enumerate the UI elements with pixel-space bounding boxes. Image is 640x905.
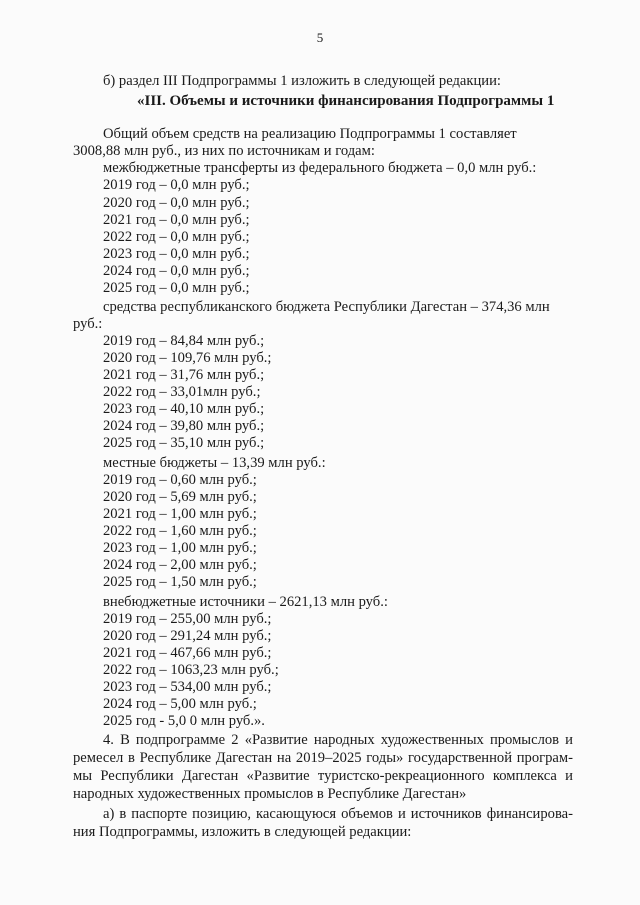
paragraph-line: Общий объем средств на реализацию Подпрограммы 1 составляет xyxy=(103,126,517,142)
year-line: 2019 год – 84,84 млн руб.; xyxy=(103,333,265,349)
year-line: 2020 год – 109,76 млн руб.; xyxy=(103,350,272,366)
paragraph-line: народных художественных промыслов в Республике Дагестан» xyxy=(73,786,467,802)
paragraph-line: ния Подпрограммы, изложить в следующей редакции: xyxy=(73,824,412,840)
year-line: 2020 год – 0,0 млн руб.; xyxy=(103,195,250,211)
year-line: 2023 год – 534,00 млн руб.; xyxy=(103,679,272,695)
year-line: 2025 год – 35,10 млн руб.; xyxy=(103,435,265,451)
section-intro: б) раздел III Подпрограммы 1 изложить в следующей редакции: xyxy=(103,73,501,89)
source-heading-cont: руб.: xyxy=(73,316,103,332)
year-line: 2022 год – 1063,23 млн руб.; xyxy=(103,662,279,678)
year-line: 2019 год – 0,60 млн руб.; xyxy=(103,472,257,488)
source-heading: средства республиканского бюджета Республики Дагестан – 374,36 млн xyxy=(103,299,550,315)
year-line: 2023 год – 40,10 млн руб.; xyxy=(103,401,265,417)
paragraph-line: 3008,88 млн руб., из них по источникам и годам: xyxy=(73,143,375,159)
paragraph-line: а) в паспорте позицию, касающуюся объемов и источников финансирова- xyxy=(103,806,573,822)
paragraph-line: 4. В подпрограмме 2 «Развитие народных художественных промыслов и xyxy=(103,732,573,748)
year-line: 2024 год – 0,0 млн руб.; xyxy=(103,263,250,279)
year-line: 2025 год - 5,0 0 млн руб.». xyxy=(103,713,265,729)
paragraph-line: мы Республики Дагестан «Развитие туристско-рекреационного комплекса и xyxy=(73,768,573,784)
year-line: 2025 год – 1,50 млн руб.; xyxy=(103,574,257,590)
year-line: 2021 год – 0,0 млн руб.; xyxy=(103,212,250,228)
year-line: 2021 год – 467,66 млн руб.; xyxy=(103,645,272,661)
year-line: 2022 год – 1,60 млн руб.; xyxy=(103,523,257,539)
year-line: 2022 год – 0,0 млн руб.; xyxy=(103,229,250,245)
year-line: 2019 год – 255,00 млн руб.; xyxy=(103,611,272,627)
year-line: 2020 год – 5,69 млн руб.; xyxy=(103,489,257,505)
year-line: 2023 год – 0,0 млн руб.; xyxy=(103,246,250,262)
source-heading: межбюджетные трансферты из федерального бюджета – 0,0 млн руб.: xyxy=(103,160,537,176)
paragraph-line: ремесел в Республике Дагестан на 2019–2025 годы» государственной програм- xyxy=(73,750,573,766)
year-line: 2022 год – 33,01млн руб.; xyxy=(103,384,261,400)
source-heading: местные бюджеты – 13,39 млн руб.: xyxy=(103,455,326,471)
year-line: 2020 год – 291,24 млн руб.; xyxy=(103,628,272,644)
year-line: 2024 год – 2,00 млн руб.; xyxy=(103,557,257,573)
year-line: 2019 год – 0,0 млн руб.; xyxy=(103,177,250,193)
year-line: 2025 год – 0,0 млн руб.; xyxy=(103,280,250,296)
page-number: 5 xyxy=(316,30,324,45)
year-line: 2023 год – 1,00 млн руб.; xyxy=(103,540,257,556)
year-line: 2021 год – 1,00 млн руб.; xyxy=(103,506,257,522)
year-line: 2021 год – 31,76 млн руб.; xyxy=(103,367,265,383)
section-heading: «III. Объемы и источники финансирования Подпрограммы 1 xyxy=(137,93,555,109)
source-heading: внебюджетные источники – 2621,13 млн руб.: xyxy=(103,594,388,610)
year-line: 2024 год – 5,00 млн руб.; xyxy=(103,696,257,712)
year-line: 2024 год – 39,80 млн руб.; xyxy=(103,418,265,434)
